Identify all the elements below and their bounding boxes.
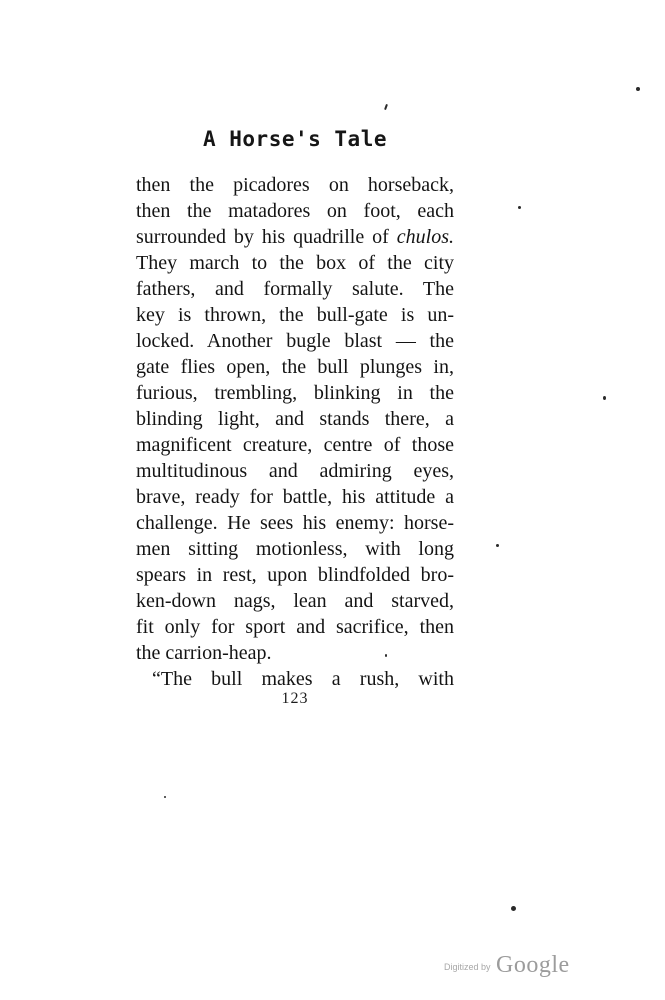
scan-speck [603, 396, 606, 400]
text-line-with-italic [136, 224, 454, 250]
text-line-part: surrounded by his quadrille of [136, 226, 389, 248]
scan-speck [511, 906, 516, 911]
italic-term: chulos. [396, 226, 454, 248]
scan-speck [518, 206, 521, 209]
scan-speck [385, 654, 387, 657]
text-line: men sitting motionless, with long [136, 538, 454, 560]
text-line: They march to the box of the city [136, 252, 454, 274]
body-text [136, 172, 454, 692]
text-line: the carrion-heap. [136, 642, 272, 664]
scan-speck [384, 104, 388, 110]
text-line: challenge. He sees his enemy: horse- [136, 512, 454, 534]
text-line: blinding light, and stands there, a [136, 408, 454, 430]
text-line: multitudinous and admiring eyes, [136, 460, 454, 482]
text-line: locked. Another bugle blast — the [136, 330, 454, 352]
page-number: 123 [281, 690, 309, 707]
text-line: furious, trembling, blinking in the [136, 382, 454, 404]
google-logo: Google [496, 952, 570, 978]
text-line: magnificent creature, centre of those [136, 434, 454, 456]
text-line: spears in rest, upon blindfolded bro- [136, 564, 454, 586]
running-head: A Horse's Tale [202, 127, 387, 151]
scan-speck [164, 796, 166, 798]
scan-speck [636, 87, 640, 91]
text-line: fathers, and formally salute. The [136, 278, 454, 300]
text-line: ken-down nags, lean and starved, [136, 590, 454, 612]
digitized-watermark [444, 952, 584, 982]
text-line: key is thrown, the bull-gate is un- [136, 304, 454, 326]
text-line: fit only for sport and sacrifice, then [136, 616, 454, 638]
text-line: then the matadores on foot, each [136, 200, 454, 222]
text-line: then the picadores on horseback, [136, 174, 454, 196]
watermark-prefix: Digitized by [444, 962, 491, 972]
text-line: “The bull makes a rush, with [152, 668, 454, 690]
scan-speck [496, 544, 499, 547]
text-line: brave, ready for battle, his attitude a [136, 486, 454, 508]
text-line: gate flies open, the bull plunges in, [136, 356, 454, 378]
